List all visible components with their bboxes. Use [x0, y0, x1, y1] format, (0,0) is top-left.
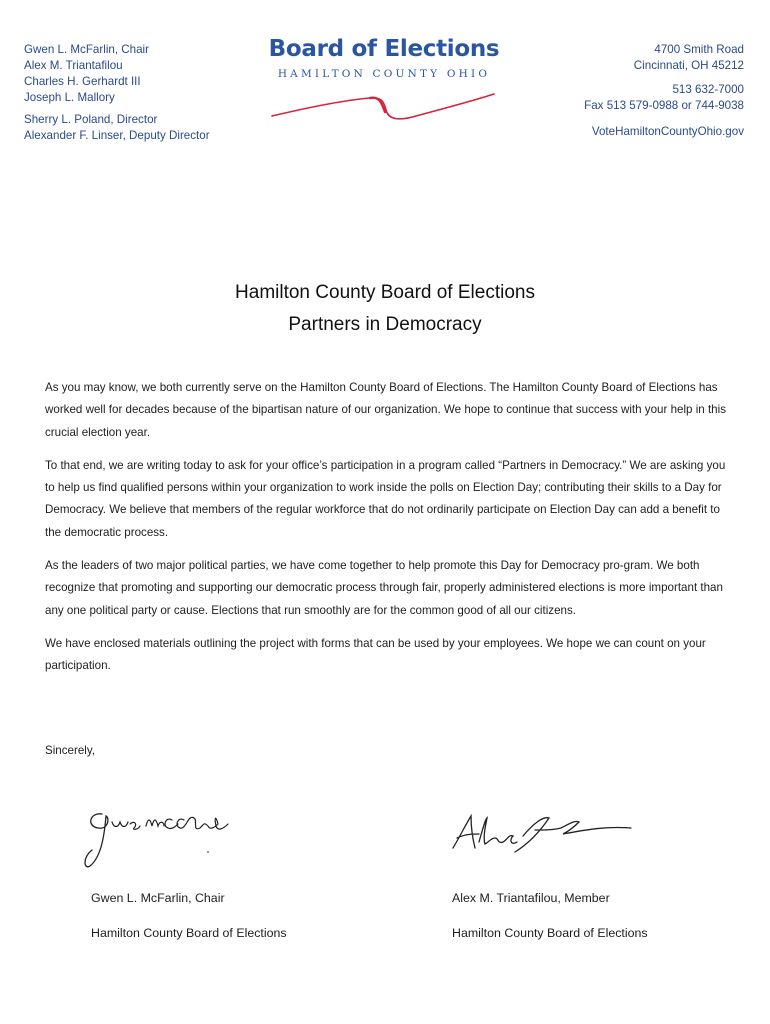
logo-subtitle: HAMILTON COUNTY OHIO [277, 68, 491, 80]
signer-organization: Hamilton County Board of Elections [452, 926, 648, 940]
address-line: 4700 Smith Road [654, 43, 744, 56]
letter-body [45, 377, 729, 689]
signature-mcfarlin [80, 800, 260, 870]
staff-name: Sherry L. Poland, Director [24, 113, 158, 126]
staff-name: Alexander F. Linser, Deputy Director [24, 129, 210, 142]
heading-line: Hamilton County Board of Elections [235, 282, 535, 303]
address-line: Cincinnati, OH 45212 [633, 59, 744, 72]
body-paragraph: As the leaders of two major political parties, we have come together to help promote this Day for Democracy pro-gram. We both recognize that promoting and supporting our democratic process through fair, properly administered elections is more important than any one political party or cause. Elections that run smoothly are for the common good of all our citizens. [45, 559, 723, 617]
website-link[interactable]: VoteHamiltonCountyOhio.gov [591, 125, 744, 138]
body-paragraph: To that end, we are writing today to ask for your office’s participation in a program called “Partners in Democracy.” We are asking you to help us find qualified persons within your organization to work inside the polls on Election Day; contributing their skills to a Day for Democracy. We believe that members of the regular workforce that do not ordinarily participate on Election Day can add a benefit to the democratic process. [45, 458, 726, 539]
member-name: Charles H. Gerhardt III [24, 75, 141, 88]
heading-line: Partners in Democracy [288, 314, 482, 335]
letter-heading [0, 277, 770, 341]
body-paragraph: We have enclosed materials outlining the project with forms that can be used by your employees. We hope we can count on your participation. [45, 636, 706, 673]
signer-organization: Hamilton County Board of Elections [91, 926, 287, 940]
board-logo [266, 36, 502, 126]
contact-block [584, 42, 744, 140]
phone-number: 513 632-7000 [672, 83, 744, 96]
member-name: Joseph L. Mallory [24, 91, 115, 104]
board-members-list [24, 42, 210, 144]
closing-salutation: Sincerely, [45, 744, 96, 757]
logo-swoosh-icon [266, 88, 502, 128]
signature-triantafilou [445, 808, 645, 868]
signer-name: Alex M. Triantafilou, Member [452, 891, 610, 905]
signer-name: Gwen L. McFarlin, Chair [91, 891, 225, 905]
member-name: Alex M. Triantafilou [24, 59, 123, 72]
logo-title: Board of Elections [268, 36, 500, 62]
body-paragraph: As you may know, we both currently serve on the Hamilton County Board of Elections. The Hamilton County Board of Elections has worked well for decades because of the bipartisan nature of our organization. We hope to continue that success with your help in this crucial election year. [45, 381, 726, 439]
fax-number: Fax 513 579-0988 or 744-9038 [584, 99, 744, 112]
member-name: Gwen L. McFarlin, Chair [24, 43, 149, 56]
